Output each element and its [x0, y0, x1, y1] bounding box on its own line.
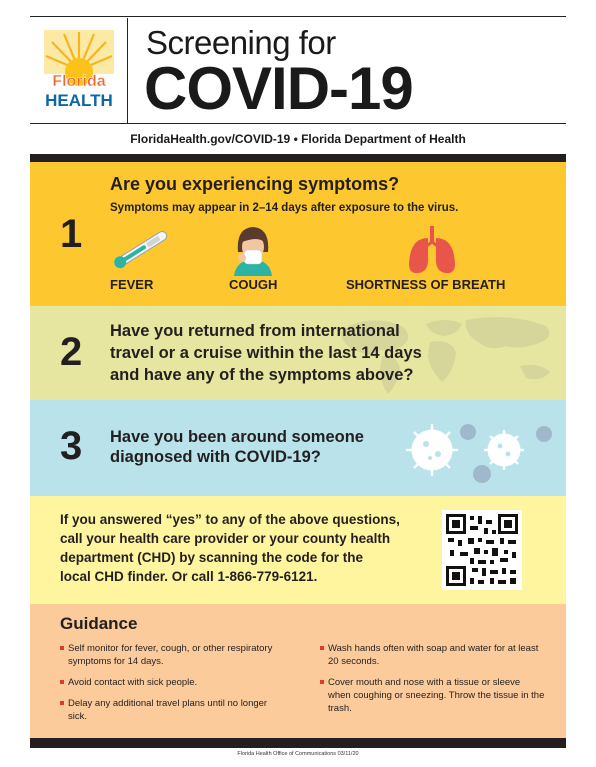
- logo-word-florida: Florida: [52, 73, 106, 90]
- guidance-title: Guidance: [60, 614, 138, 633]
- step-question: Are you experiencing symptoms?: [110, 174, 400, 194]
- step-question-line-2: travel or a cruise within the last 14 days: [110, 344, 422, 362]
- callout-section: [30, 496, 566, 604]
- guidance-section: [30, 604, 566, 738]
- step-number: 1: [60, 212, 83, 256]
- guidance-item: Avoid contact with sick people.: [60, 676, 285, 689]
- step-1-section: [30, 162, 566, 306]
- thermometer-icon: [108, 226, 176, 270]
- symptom-fever-label: FEVER: [110, 277, 154, 292]
- step-subtext: Symptoms may appear in 2–14 days after exposure to the virus.: [110, 202, 459, 214]
- guidance-list-right: [320, 642, 545, 723]
- lungs-icon: [406, 224, 458, 276]
- step-question-line-3: and have any of the symptoms above?: [110, 366, 414, 384]
- step-question-line-1: Have you been around someone: [110, 428, 364, 446]
- florida-health-logo: [44, 30, 114, 110]
- callout-line: local CHD finder. Or call 1-866-779-6121.: [60, 569, 318, 584]
- callout-line: department (CHD) by scanning the code for the: [60, 550, 364, 565]
- step-number: 3: [60, 424, 83, 468]
- callout-line: If you answered “yes” to any of the above questions,: [60, 512, 400, 527]
- symptom-cough-label: COUGH: [229, 277, 278, 292]
- qr-code[interactable]: [442, 510, 522, 590]
- logo-word-health: HEALTH: [45, 91, 113, 110]
- step-question-line-2: diagnosed with COVID-19?: [110, 448, 321, 466]
- title-line-1: Screening for: [146, 24, 336, 61]
- guidance-list-left: [60, 642, 285, 731]
- virus-icon: [394, 410, 566, 490]
- guidance-item: Wash hands often with soap and water for at least 20 seconds.: [320, 642, 545, 668]
- step-question-line-1: Have you returned from international: [110, 322, 400, 340]
- title-line-2: COVID-19: [144, 55, 413, 122]
- qr-code-icon: [446, 514, 518, 586]
- guidance-item: Cover mouth and nose with a tissue or sleeve when coughing or sneezing. Throw the tissue in the trash.: [320, 676, 545, 715]
- footer-credit: Florida Health Office of Communications 03/11/20: [237, 751, 359, 757]
- top-rule: [30, 16, 566, 17]
- symptom-breath-label: SHORTNESS OF BREATH: [346, 277, 506, 292]
- step-2-section: [30, 306, 566, 400]
- guidance-item: Self monitor for fever, cough, or other respiratory symptoms for 14 days.: [60, 642, 285, 668]
- step-number: 2: [60, 330, 83, 374]
- source-line: FloridaHealth.gov/COVID-19 • Florida Department of Health: [130, 132, 466, 146]
- title-rule: [30, 123, 566, 124]
- logo-divider: [127, 18, 128, 123]
- callout-text: [60, 510, 430, 586]
- coughing-person-icon: [228, 222, 278, 276]
- guidance-item: Delay any additional travel plans until no longer sick.: [60, 697, 285, 723]
- step-3-section: [30, 400, 566, 496]
- callout-line: call your health care provider or your county health: [60, 531, 391, 546]
